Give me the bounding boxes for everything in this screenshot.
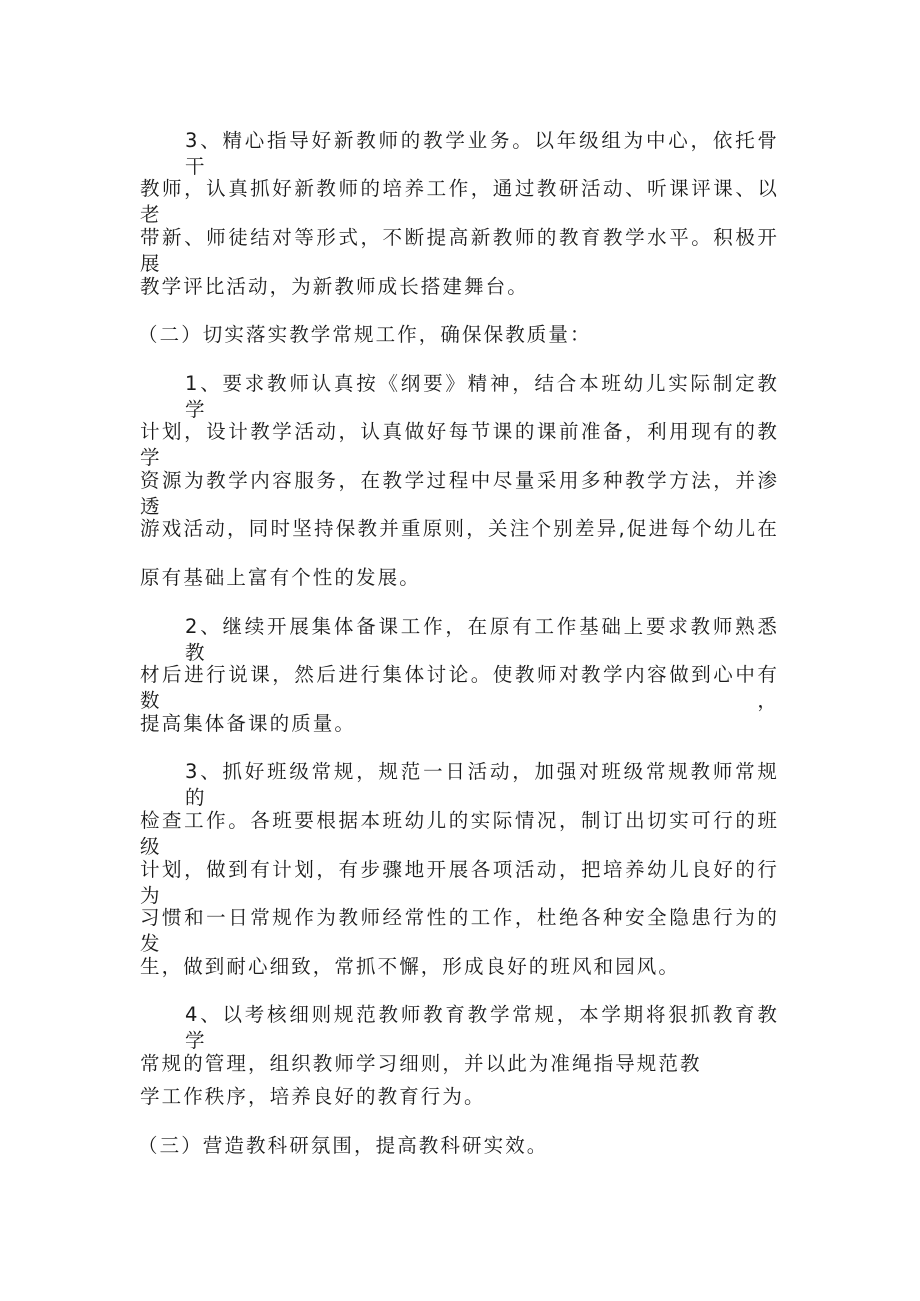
- paragraph-line: 原有基础上富有个性的发展。: [140, 566, 421, 589]
- paragraph-line: 生，做到耐心细致，常抓不懈，形成良好的班风和园风。: [140, 955, 681, 978]
- paragraph-line: 游戏活动，同时坚持保教并重原则，关注个别差异,促进每个幼儿在: [140, 517, 779, 540]
- paragraph-line: 资源为教学内容服务，在教学过程中尽量采用多种教学方法，并渗透: [140, 469, 779, 518]
- paragraph-line: 提高集体备课的质量。: [140, 712, 357, 735]
- paragraph-line: 3、抓好班级常规，规范一日活动，加强对班级常规教师常规的: [185, 760, 779, 809]
- paragraph-line: 教师，认真抓好新教师的培养工作，通过教研活动、听课评课、以老: [140, 177, 779, 226]
- paragraph-line: 1、要求教师认真按《纲要》精神，结合本班幼儿实际制定教学: [185, 372, 779, 421]
- paragraph-line: 教学评比活动，为新教师成长搭建舞台。: [140, 275, 529, 298]
- paragraph-line: 习惯和一日常规作为教师经常性的工作，杜绝各种安全隐患行为的发: [140, 906, 779, 955]
- paragraph-line: 带新、师徒结对等形式，不断提高新教师的教育教学水平。积极开展: [140, 226, 779, 275]
- section-heading: （二）切实落实教学常规工作，确保保教质量：: [138, 323, 592, 346]
- paragraph-line: 常规的管理，组织教师学习细则，并以此为准绳指导规范教: [140, 1052, 702, 1075]
- paragraph-line: 3、精心指导好新教师的教学业务。以年级组为中心，依托骨干: [185, 129, 779, 178]
- paragraph-line: 学工作秩序，培养良好的教育行为。: [140, 1085, 486, 1108]
- paragraph-line: 4、以考核细则规范教师教育教学常规，本学期将狠抓教育教学: [185, 1003, 779, 1052]
- paragraph-line: 2、继续开展集体备课工作，在原有工作基础上要求教师熟悉教: [185, 615, 779, 664]
- paragraph-line: 计划，做到有计划，有步骤地开展各项活动，把培养幼儿良好的行为: [140, 858, 779, 907]
- paragraph-line: 材后进行说课，然后进行集体讨论。使教师对教学内容做到心中有数，: [140, 663, 779, 712]
- paragraph-line: 计划，设计教学活动，认真做好每节课的课前准备，利用现有的教学: [140, 420, 779, 469]
- section-heading: （三）营造教科研氛围，提高教科研实效。: [138, 1134, 549, 1157]
- paragraph-line: 检查工作。各班要根据本班幼儿的实际情况，制订出切实可行的班级: [140, 809, 779, 858]
